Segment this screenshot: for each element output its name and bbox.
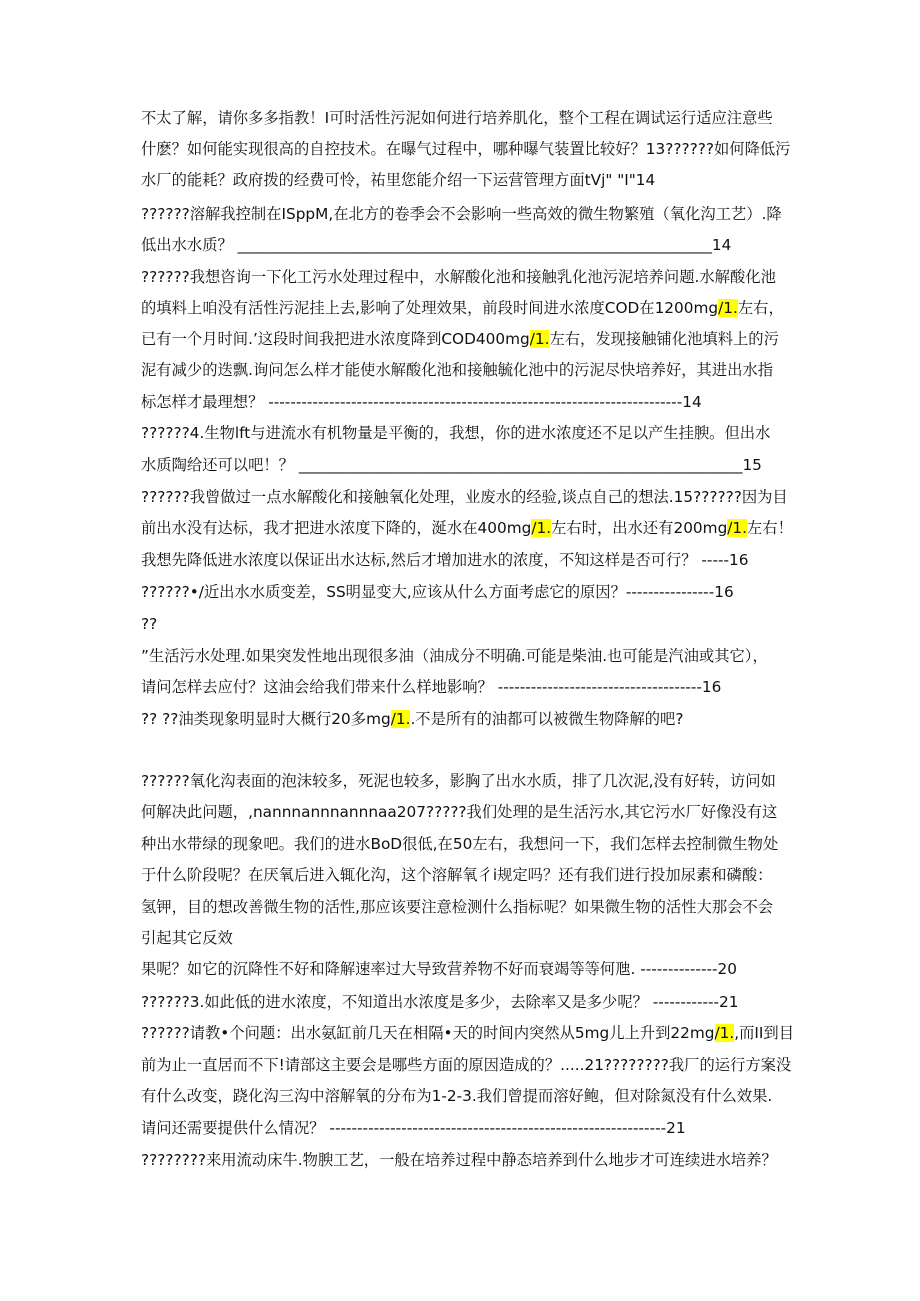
text-line xyxy=(141,865,781,885)
text-line xyxy=(141,802,781,822)
text-line xyxy=(141,1118,781,1138)
line-text: 不太了解，请你多多指教！I可时活性污泥如何进行培养肌化，整个工程在调试运行适应注意些 xyxy=(141,109,773,127)
line-text: 引起其它反效 xyxy=(141,929,233,947)
line-text: ??????3.如此低的进水浓度，不知道出水浓度是多少，去除率又是多少呢？ ------------21 xyxy=(141,993,739,1011)
line-text: 已有一个月时间.’这段时间我把进水浓度降到COD400mg xyxy=(141,330,530,348)
text-line xyxy=(141,329,781,349)
line-text: ?? xyxy=(141,615,158,633)
line-text: .不是所有的油都可以被微生物降解的吧? xyxy=(410,710,684,728)
line-text: ??????我曾做过一点水解酸化和接触氧化处理，业废水的经验,谈点自己的想法.15??????因为目 xyxy=(141,488,788,506)
line-text: 的填料上咱没有活性污泥挂上去,影响了处理效果，前段时间进水浓度COD在1200mg xyxy=(141,299,719,317)
line-text: 前出水没有达标，我才把进水浓度下降的，涎水在400mg xyxy=(141,519,532,537)
text-line xyxy=(141,614,781,634)
line-text: 我想先降低进水浓度以保证出水达标,然后才增加进水的浓度，不知这样是否可行？ -----16 xyxy=(141,551,749,569)
line-text: ??????氧化沟表面的泡沫较多，死泥也较多，影胸了出水水质，排了几次泥,没有好转，访问如 xyxy=(141,772,776,790)
text-line xyxy=(141,108,781,128)
text-line xyxy=(141,518,793,538)
line-text: 水厂的能耗？政府拨的经费可怜，祐里您能介绍一下运营管理方面tVj" "I"14 xyxy=(141,171,656,189)
text-line xyxy=(141,298,784,318)
line-text: ?? ??油类现象明显时大概行20多mg xyxy=(141,710,391,728)
line-text: 什麽？如何能实现很高的自控技术。在曝气过程中，哪种曝气装置比较好？13??????如何降低污 xyxy=(141,140,791,158)
highlighted-unit: ∕1. xyxy=(531,519,552,537)
text-line xyxy=(141,235,781,255)
line-text: 氢钾，目的想改善微生物的活性,那应该要注意检测什么指标呢？如果微生物的活性大那会不会 xyxy=(141,898,774,916)
line-text: 前为止一直居而不下!请部这主要会是哪些方面的原因造成的？.....21????????我厂的运行方案没 xyxy=(141,1056,792,1074)
line-text: 请问怎样去应付？这油会给我们带来什么样地影响？ -------------------------------------16 xyxy=(141,678,722,696)
text-line xyxy=(141,1086,781,1106)
highlighted-unit: ∕1. xyxy=(714,1024,735,1042)
line-text: 低出水水质？ ______________________________________________________________14 xyxy=(141,236,732,254)
text-line xyxy=(141,1150,781,1170)
line-text: ????????来用流动床牛.物腴工艺，一般在培养过程中静态培养到什么地步才可连续进水培养？ xyxy=(141,1151,777,1169)
line-text: 何解决此问题，,nannnannnannnaa207?????我们处理的是生活污水,其它污水厂好像没有这 xyxy=(141,803,778,821)
text-line xyxy=(141,487,788,507)
text-line xyxy=(141,582,781,602)
line-text: 左右， xyxy=(737,299,784,317)
line-text: 左右，发现接触铺化池填料上的污 xyxy=(549,330,779,348)
line-text: 果呢？如它的沉降性不好和降解速率过大导致营养物不好而衰竭等等何虺. --------------20 xyxy=(141,960,737,978)
text-line xyxy=(141,267,781,287)
text-line xyxy=(141,550,781,570)
text-line xyxy=(141,139,791,159)
line-text: 泥有减少的迭飘.询问怎么样才能使水解酸化池和接触毓化池中的污泥尽快培养好，其进出水指 xyxy=(141,361,774,379)
line-text: 种出水带绿的现象吧。我们的进水BoD很低,在50左右，我想问一下，我们怎样去控制微生物处 xyxy=(141,835,779,853)
line-text: ??????我想咨询一下化工污水处理过程中，水解酸化池和接触乳化池污泥培养问题.水解酸化池 xyxy=(141,268,776,286)
text-line xyxy=(141,771,781,791)
line-text: 请问还需要提供什么情况？ -------------------------------------------------------------21 xyxy=(141,1119,686,1137)
text-line xyxy=(141,992,781,1012)
text-line xyxy=(141,677,781,697)
text-line xyxy=(141,928,781,948)
line-text: ??????•/近出水水质变差，SS明显变大,应该从什么方面考虑它的原因？----------------16 xyxy=(141,583,734,601)
line-text: 于什么阶段呢？在厌氧后进入辄化沟，这个溶解氧彳i规定吗？还有我们进行投加尿素和磷酸： xyxy=(141,866,773,884)
text-line xyxy=(141,423,781,443)
highlighted-unit: ∕1. xyxy=(390,710,411,728)
highlighted-unit: ∕1. xyxy=(727,519,748,537)
text-line xyxy=(141,455,781,475)
line-text: ??????溶解我控制在ISppM,在北方的卷季会不会影响一些高效的微生物繁殖（氧化沟工艺）.降 xyxy=(141,205,782,223)
text-line xyxy=(141,646,781,666)
line-text: 左右时，出水还有200mg xyxy=(551,519,728,537)
line-text: ”生活污水处理.如果突发性地出现很多油（油成分不明确.可能是柴油.也可能是汽油或其它）， xyxy=(141,647,768,665)
line-text: 水质陶给还可以吧！？ __________________________________________________________15 xyxy=(141,456,762,474)
text-line xyxy=(141,204,781,224)
text-line xyxy=(141,709,781,729)
text-line xyxy=(141,1023,795,1043)
text-line xyxy=(141,170,781,190)
line-text: ??????4.生物lft与进流水有机物量是平衡的，我想，你的进水浓度还不足以产生挂腴。但出水 xyxy=(141,424,771,442)
highlighted-unit: ∕1. xyxy=(529,330,550,348)
text-line xyxy=(141,1055,792,1075)
line-text: 左右！ xyxy=(747,519,793,537)
line-text: ??????请教•个问题：出水氨缸前几天在相隔•天的时间内突然从5mg儿上升到22mg xyxy=(141,1024,715,1042)
line-text: 标怎样才最理想？ ---------------------------------------------------------------------------14 xyxy=(141,393,702,411)
text-line xyxy=(141,834,781,854)
text-line xyxy=(141,360,781,380)
highlighted-unit: ∕1. xyxy=(718,299,738,317)
line-text: 有什么改变，跷化沟三沟中溶解氧的分布为1-2-3.我们曾提而溶好鲍，但对除氮没有什么效果. xyxy=(141,1087,773,1105)
line-text: ,而II到目 xyxy=(734,1024,795,1042)
text-line xyxy=(141,959,781,979)
text-line xyxy=(141,897,781,917)
text-line xyxy=(141,392,781,412)
